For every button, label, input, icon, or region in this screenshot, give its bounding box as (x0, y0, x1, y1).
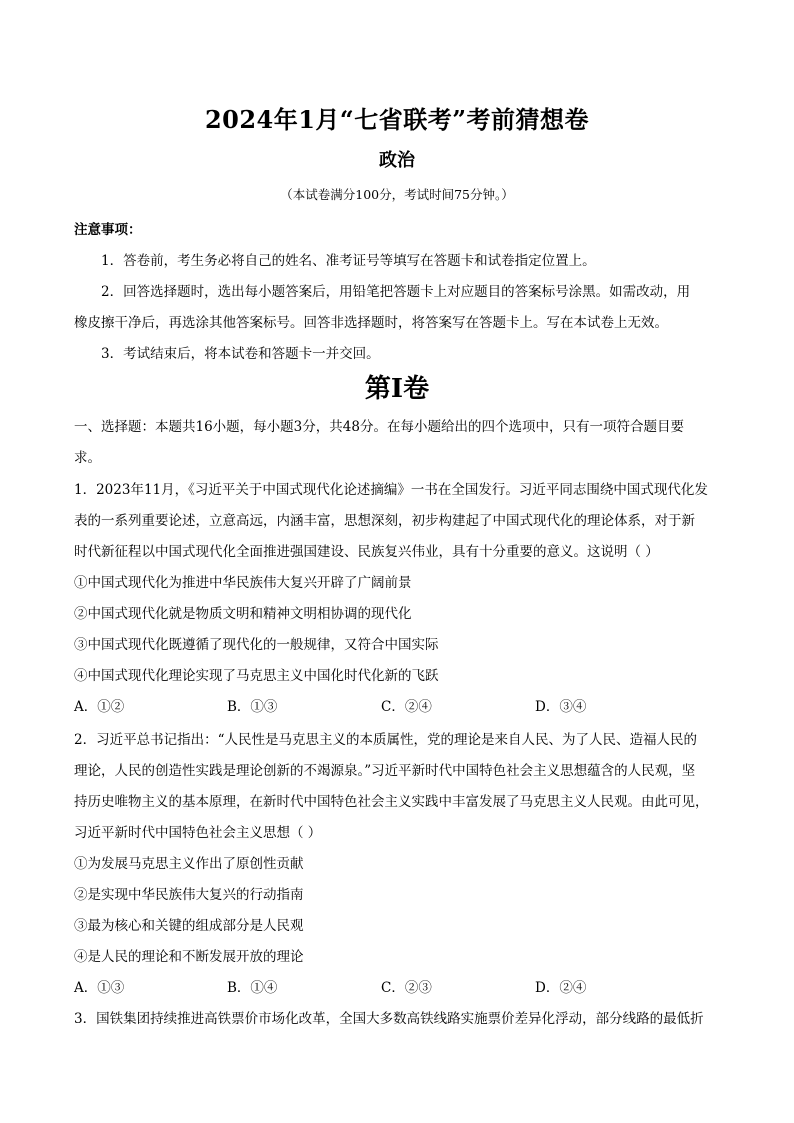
note-item: 橡皮擦干净后，再选涂其他答案标号。回答非选择题时，将答案写在答题卡上。写在本试卷上无效。 (74, 315, 668, 331)
section-title: 第Ⅰ卷 (364, 374, 430, 404)
question-text: 表的一系列重要论述，立意高远，内涵丰富，思想深刻，初步构建起了中国式现代化的理论体系，对于新 (74, 513, 695, 529)
question-text: 3．国铁集团持续推进高铁票价市场化改革，全国大多数高铁线路实施票价差异化浮动，部分线路的最低折 (74, 1011, 704, 1027)
statement: ①为发展马克思主义作出了原创性贡献 (74, 856, 304, 872)
subject-title: 政治 (379, 150, 415, 171)
statement: ④中国式现代化理论实现了马克思主义中国化时代化新的飞跃 (74, 668, 439, 684)
section-instruction: 一、选择题：本题共16小题，每小题3分，共48分。在每小题给出的四个选项中，只有一项符合题目要 (74, 419, 684, 435)
option-a[interactable]: A．①③ (74, 980, 125, 996)
question-text: 习近平新时代中国特色社会主义思想（ ） (74, 825, 322, 841)
statement: ④是人民的理论和不断发展开放的理论 (74, 949, 304, 965)
option-a[interactable]: A．①② (74, 699, 125, 715)
question-text: 持历史唯物主义的基本原理，在新时代中国特色社会主义实践中丰富发展了马克思主义人民观。由此可见， (74, 794, 709, 810)
statement: ①中国式现代化为推进中华民族伟大复兴开辟了广阔前景 (74, 575, 412, 591)
note-item: 1．答卷前，考生务必将自己的姓名、准考证号等填写在答题卡和试卷指定位置上。 (101, 253, 596, 269)
question-text: 理论，人民的创造性实践是理论创新的不竭源泉。”习近平新时代中国特色社会主义思想蕴含的人民观，坚 (74, 763, 696, 779)
statement: ②中国式现代化就是物质文明和精神文明相协调的现代化 (74, 606, 412, 622)
note-item: 3．考试结束后，将本试卷和答题卡一并交回。 (101, 346, 380, 362)
question-text: 时代新征程以中国式现代化全面推进强国建设、民族复兴伟业，具有十分重要的意义。这说明（ ） (74, 544, 659, 560)
option-d[interactable]: D．②④ (535, 980, 587, 996)
notes-heading: 注意事项： (74, 222, 142, 238)
question-text: 2．习近平总书记指出：“人民性是马克思主义的本质属性，党的理论是来自人民、为了人民、造福人民的 (74, 732, 697, 748)
exam-title: 2024年1月“七省联考”考前猜想卷 (204, 105, 590, 134)
note-item: 2．回答选择题时，选出每小题答案后，用铅笔把答题卡上对应题目的答案标号涂黑。如需改动，用 (101, 284, 691, 300)
option-c[interactable]: C．②④ (381, 699, 432, 715)
option-b[interactable]: B．①③ (227, 699, 278, 715)
option-c[interactable]: C．②③ (381, 980, 432, 996)
statement: ②是实现中华民族伟大复兴的行动指南 (74, 887, 304, 903)
statement: ③最为核心和关键的组成部分是人民观 (74, 918, 304, 934)
statement: ③中国式现代化既遵循了现代化的一般规律，又符合中国实际 (74, 637, 439, 653)
option-d[interactable]: D．③④ (535, 699, 587, 715)
section-instruction: 求。 (74, 450, 101, 466)
exam-info: （本试卷满分100分，考试时间75分钟。） (280, 187, 514, 202)
question-text: 1．2023年11月，《习近平关于中国式现代化论述摘编》一书在全国发行。习近平同志围绕中国式现代化发 (74, 482, 708, 498)
option-b[interactable]: B．①④ (227, 980, 278, 996)
